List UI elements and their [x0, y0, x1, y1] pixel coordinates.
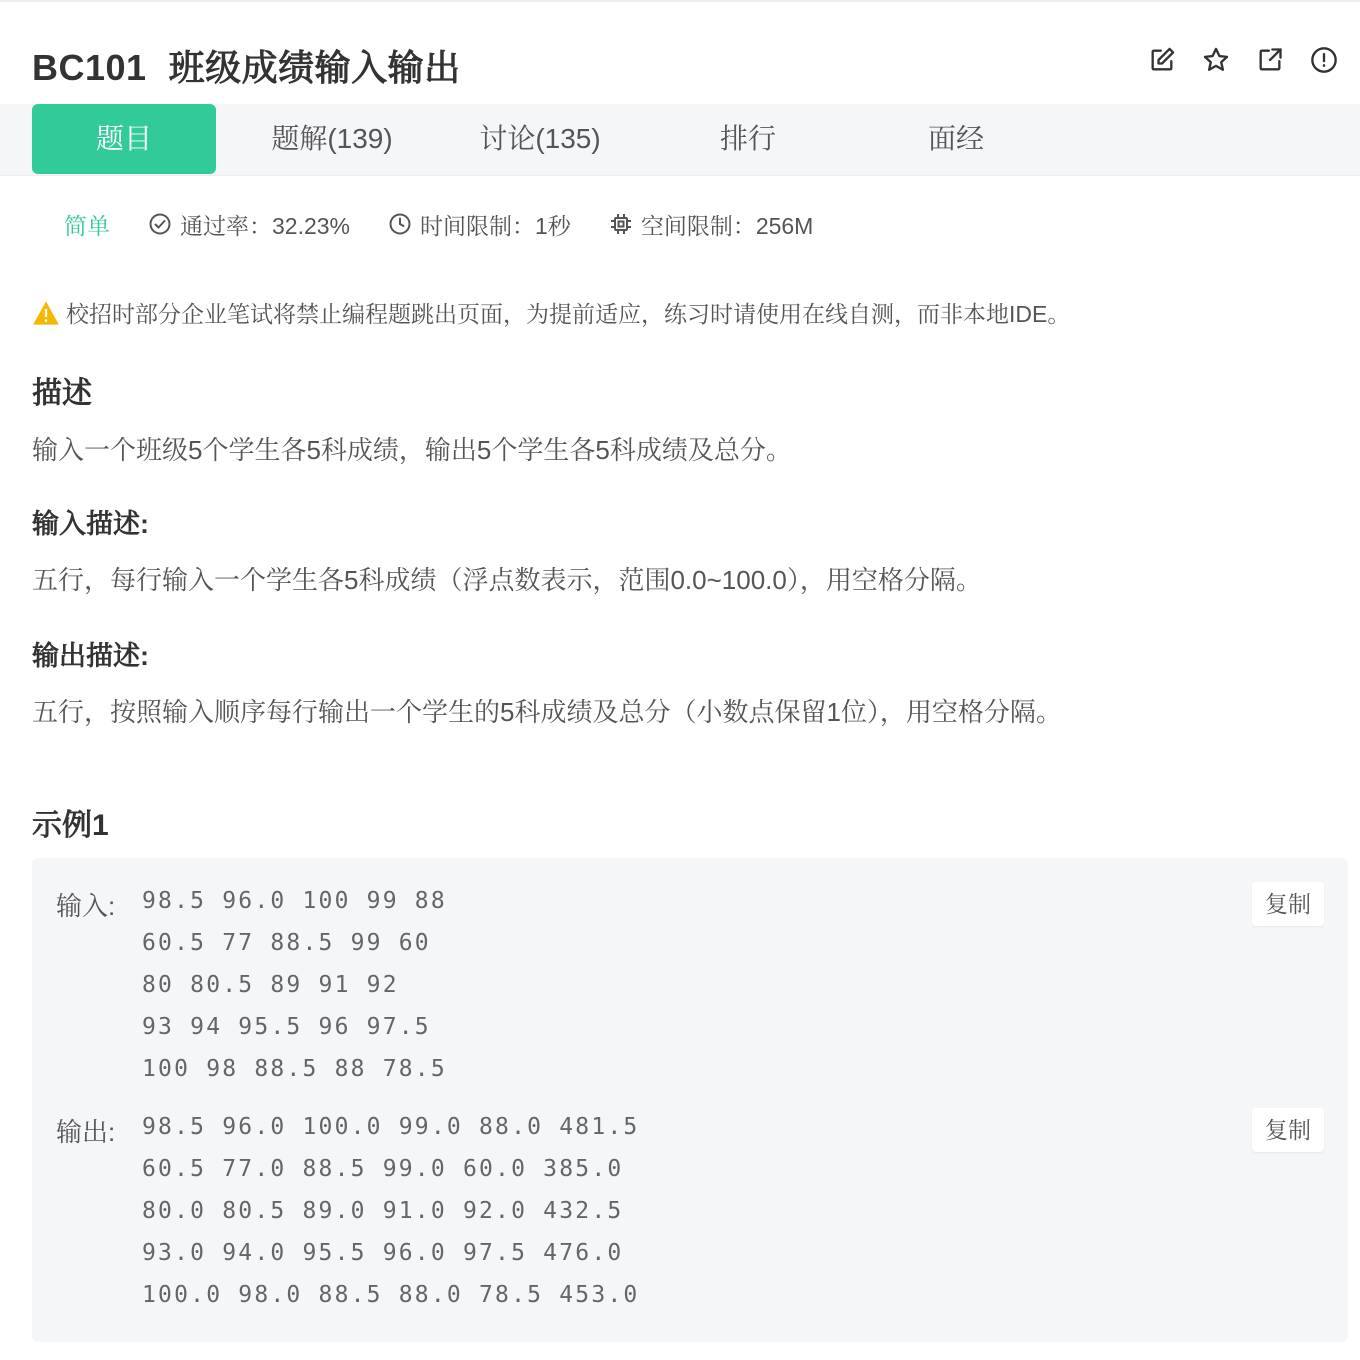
time-limit-text: 时间限制：1秒 [420, 212, 571, 239]
tab-problem[interactable]: 题目 [32, 104, 216, 174]
external-link-icon [1256, 46, 1284, 74]
example-input-line: 100 98 88.5 88 78.5 [142, 1056, 447, 1082]
example-output-line: 100.0 98.0 88.5 88.0 78.5 453.0 [142, 1282, 640, 1308]
edit-button[interactable] [1146, 44, 1178, 76]
problem-meta [64, 206, 851, 242]
chip-icon [609, 212, 633, 236]
space-limit [609, 208, 814, 241]
space-limit-text: 空间限制：256M [640, 212, 814, 239]
copy-input-button[interactable]: 复制 [1252, 882, 1324, 926]
time-limit [388, 208, 571, 241]
tab-solutions[interactable]: 题解(139) [271, 123, 393, 154]
example-output-block [142, 1106, 639, 1316]
favorite-button[interactable] [1200, 44, 1232, 76]
difficulty-badge: 简单 [64, 212, 110, 239]
copy-output-button[interactable]: 复制 [1252, 1108, 1324, 1152]
example-output-line: 98.5 96.0 100.0 99.0 88.0 481.5 [142, 1114, 640, 1140]
problem-header [0, 2, 1360, 104]
example-input-line: 60.5 77 88.5 99 60 [142, 930, 431, 956]
header-actions [1146, 44, 1340, 76]
example-output-line: 60.5 77.0 88.5 99.0 60.0 385.0 [142, 1156, 624, 1182]
output-description-text: 五行，按照输入顺序每行输出一个学生的5科成绩及总分（小数点保留1位），用空格分隔。 [32, 697, 1062, 727]
example-input-block [142, 880, 447, 1090]
alert-circle-icon [1310, 46, 1338, 74]
problem-code: BC101 [32, 47, 147, 88]
example-box [32, 858, 1348, 1342]
warning-icon [32, 300, 60, 326]
pass-rate-text: 通过率：32.23% [180, 212, 351, 239]
example-input-line: 98.5 96.0 100 99 88 [142, 888, 447, 914]
tab-discussion[interactable]: 讨论(135) [479, 123, 601, 154]
report-button[interactable] [1308, 44, 1340, 76]
share-button[interactable] [1254, 44, 1286, 76]
input-description-text: 五行，每行输入一个学生各5科成绩（浮点数表示，范围0.0~100.0），用空格分隔。 [32, 565, 982, 595]
star-icon [1202, 46, 1230, 74]
description-heading: 描述 [32, 377, 92, 410]
problem-title: 班级成绩输入输出 [168, 47, 461, 88]
check-circle-icon [148, 212, 172, 236]
edit-icon [1148, 46, 1176, 74]
exam-notice [32, 296, 1070, 329]
example-output-line: 93.0 94.0 95.5 96.0 97.5 476.0 [142, 1240, 624, 1266]
notice-text: 校招时部分企业笔试将禁止编程题跳出页面，为提前适应，练习时请使用在线自测，而非本地IDE。 [66, 301, 1071, 327]
pass-rate [148, 208, 350, 241]
example-heading: 示例1 [32, 809, 109, 842]
description-text: 输入一个班级5个学生各5科成绩，输出5个学生各5科成绩及总分。 [32, 435, 792, 465]
output-description-heading: 输出描述: [32, 641, 149, 671]
example-output-line: 80.0 80.5 89.0 91.0 92.0 432.5 [142, 1198, 624, 1224]
input-description-heading: 输入描述: [32, 509, 149, 539]
example-input-line: 80 80.5 89 91 92 [142, 972, 399, 998]
page-title [32, 40, 461, 91]
clock-icon [388, 212, 412, 236]
problem-tabs [0, 104, 1360, 176]
tab-ranking[interactable]: 排行 [719, 123, 776, 154]
example-output-label: 输出: [56, 1117, 116, 1147]
example-input-label: 输入: [56, 891, 116, 921]
tab-interview[interactable]: 面经 [927, 123, 984, 154]
example-input-line: 93 94 95.5 96 97.5 [142, 1014, 431, 1040]
